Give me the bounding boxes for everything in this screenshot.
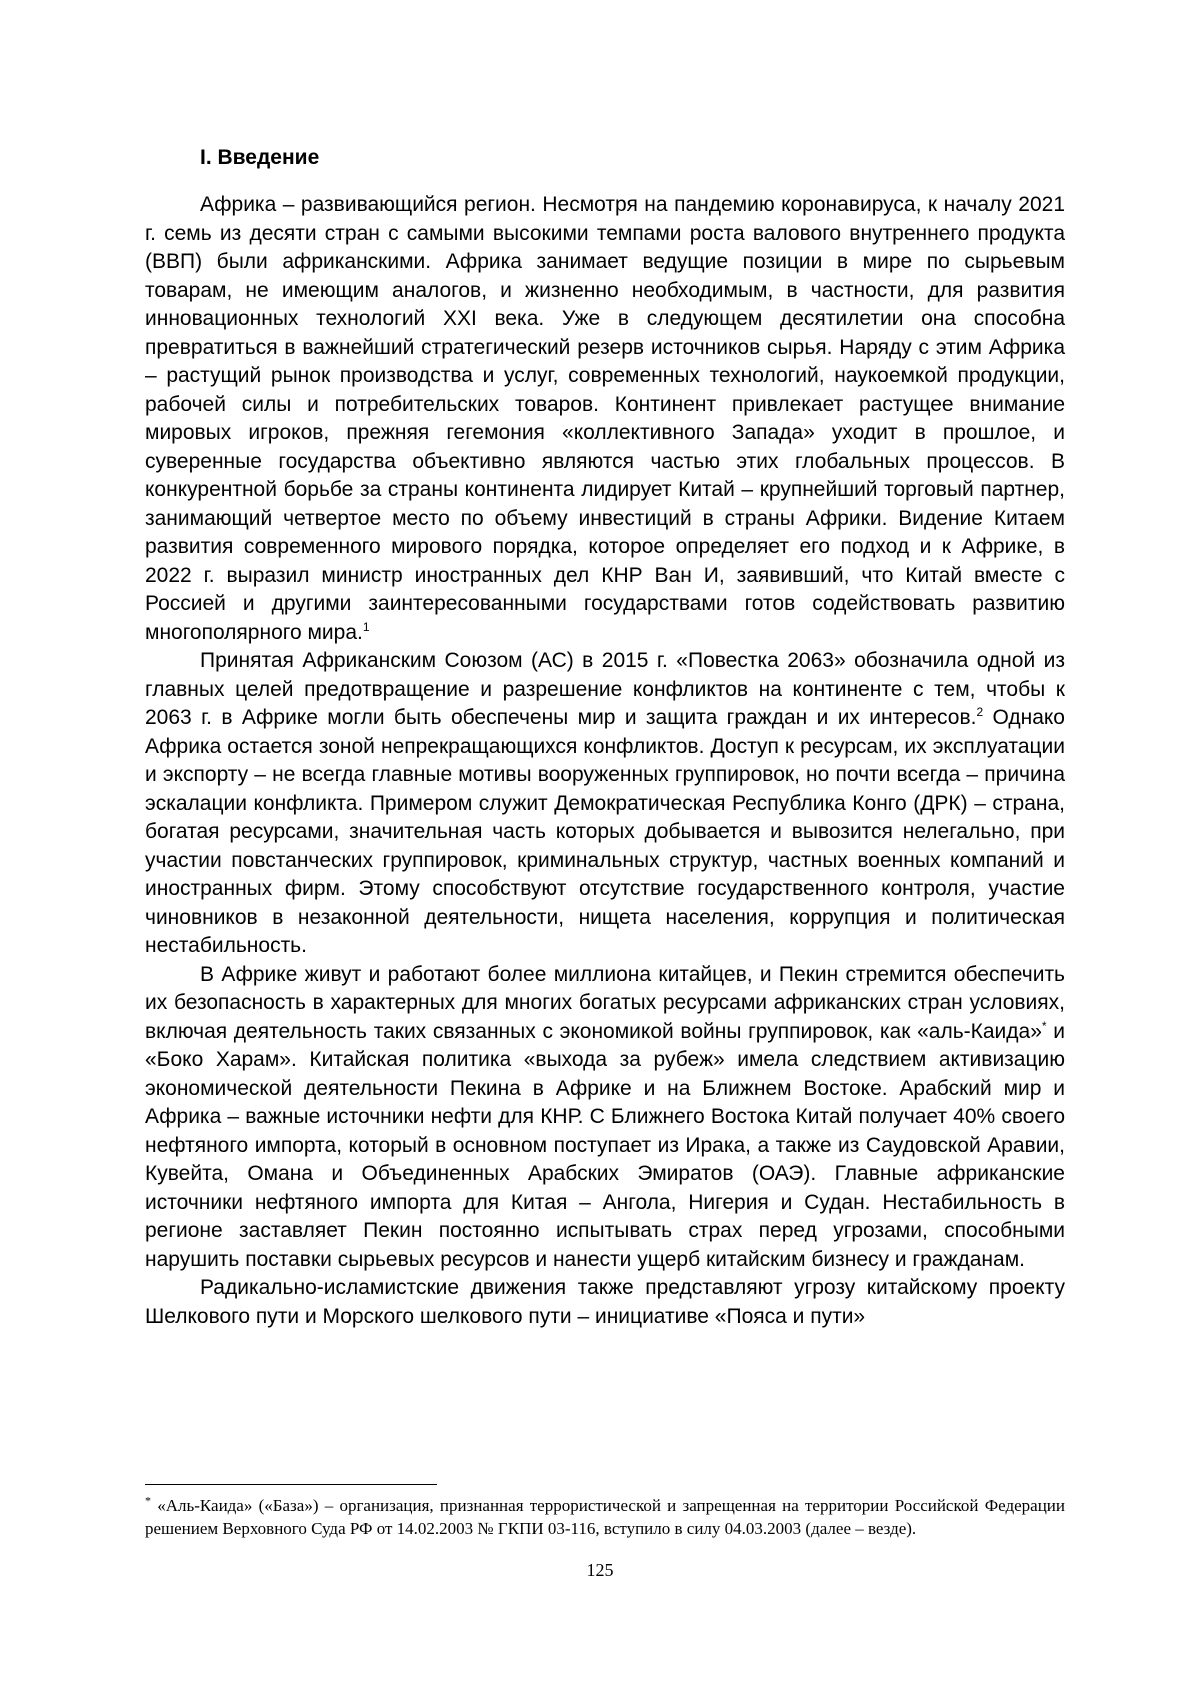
section-heading: I. Введение: [200, 146, 320, 169]
paragraph-4: [145, 1274, 1065, 1331]
paragraph-4-text: Радикально-исламистские движения также представляют угрозу китайскому проекту Шелкового пути и Морского шелкового пути – инициативе «Пояса и пути»: [145, 1276, 1065, 1328]
paragraph-3: [145, 961, 1065, 1275]
paragraph-1: [145, 191, 1065, 647]
footnote-ref-1: 1: [362, 619, 370, 634]
footnote-divider: [145, 1484, 437, 1485]
paragraph-2: [145, 647, 1065, 961]
paragraph-2-text-a: Принятая Африканским Союзом (АС) в 2015 г. «Повестка 2063» обозначила одной из главных целей предотвращение и разрешение конфликтов на континенте с тем, чтобы к 2063 г. в Африке могли быть обеспечены мир и защита граждан и их интересов.: [145, 649, 1065, 729]
body-text: [145, 191, 1065, 1331]
paragraph-3-text-a: В Африке живут и работают более миллиона китайцев, и Пекин стремится обеспечить их безопасность в характерных для многих богатых ресурсами африканских стран условиях, включая деятельность таких связанных с экономикой войны группировок, как «аль-Каида»: [145, 962, 1065, 1043]
paragraph-3-text-b: и «Боко Харам». Китайская политика «выхода за рубеж» имела следствием активизацию экономической деятельности Пекина в Африке и на Ближнем Востоке. Арабский мир и Африка – важные источники нефти для КНР. С Ближнего Востока Китай получает 40% своего нефтяного импорта, который в основном поступает из Ирака, а также из Саудовской Аравии, Кувейта, Омана и Объединенных Арабских Эмиратов (ОАЭ). Главные африканские источники нефтяного импорта для Китая – Ангола, Нигерия и Судан. Нестабильность в регионе заставляет Пекин постоянно испытывать страх перед угрозами, способными нарушить поставки сырьевых ресурсов и нанести ущерб китайским бизнесу и гражданам.: [145, 1019, 1065, 1271]
footnote-text: «Аль-Каида» («База») – организация, признанная террористической и запрещенная на территории Российской Федерации решением Верховного Суда РФ от 14.02.2003 № ГКПИ 03-116, вступило в силу 04.03.2003 (далее – везде).: [145, 1496, 1065, 1538]
page-number: 125: [586, 1560, 614, 1580]
footnote-ref-2: 2: [976, 705, 984, 719]
paragraph-1-text: Африка – развивающийся регион. Несмотря на пандемию коронавируса, к началу 2021 г. семь из десяти стран с самыми высокими темпами роста валового внутреннего продукта (ВВП) были африканскими. Африка занимает ведущие позиции в мире по сырьевым товарам, не имеющим аналогов, и жизненно необходимым, в частности, для развития инновационных технологий XXI века. Уже в следующем десятилетии она способна превратиться в важнейший стратегический резерв источников сырья. Наряду с этим Африка – растущий рынок производства и услуг, современных технологий, наукоемкой продукции, рабочей силы и потребительских товаров. Континент привлекает растущее внимание мировых игроков, прежняя гегемония «коллективного Запада» уходит в прошлое, и суверенные государства объективно являются частью этих глобальных процессов. В конкурентной борьбе за страны континента лидирует Китай – крупнейший торговый партнер, занимающий четвертое место по объему инвестиций в страны Африки. Видение Китаем развития современного мирового порядка, которое определяет его подход и к Африке, в 2022 г. выразил министр иностранных дел КНР Ван И, заявивший, что Китай вместе с Россией и другими заинтересованными государствами готов содействовать развитию многополярного мира.: [145, 193, 1065, 644]
footnote-ref-star: *: [1041, 1018, 1047, 1033]
footnote-mark: *: [145, 1493, 151, 1508]
footnote: [145, 1495, 1065, 1540]
paragraph-2-text-b: Однако Африка остается зоной непрекращающихся конфликтов. Доступ к ресурсам, их эксплуатации и экспорту – не всегда главные мотивы вооруженных группировок, но почти всегда – причина эскалации конфликта. Примером служит Демократическая Республика Конго (ДРК) – страна, богатая ресурсами, значительная часть которых добывается и вывозится нелегально, при участии повстанческих группировок, криминальных структур, частных военных компаний и иностранных фирм. Этому способствуют отсутствие государственного контроля, участие чиновников в незаконной деятельности, нищета населения, коррупция и политическая нестабильность.: [145, 706, 1065, 957]
